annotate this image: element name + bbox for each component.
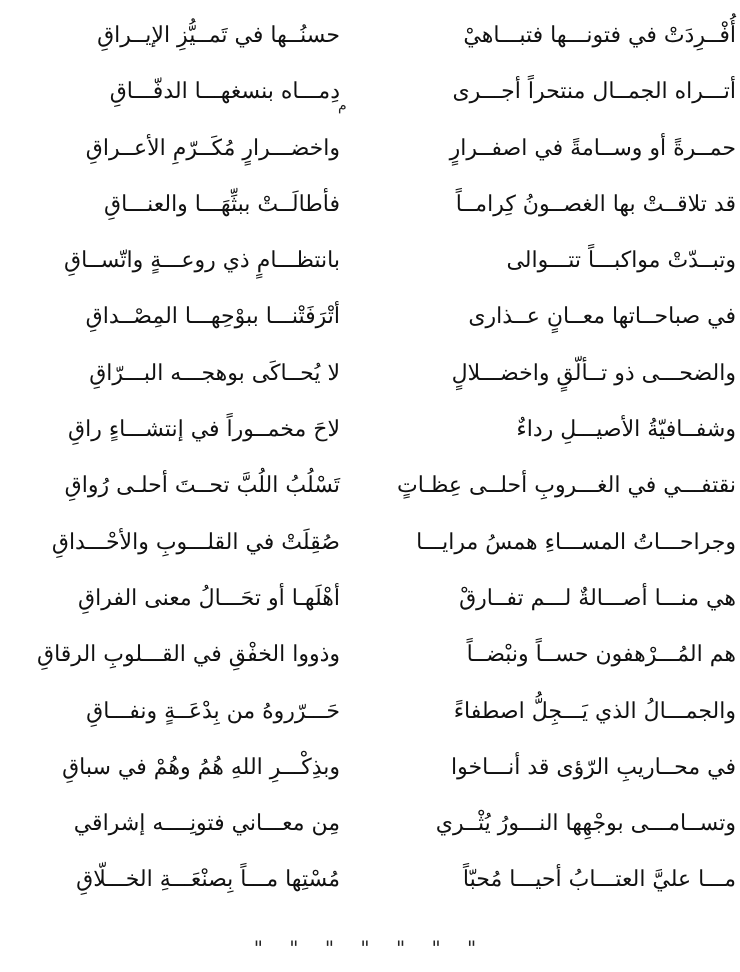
first-hemistich: أتـــراه الجمــال منتحراً أجـــرى bbox=[452, 79, 736, 105]
couplet bbox=[0, 802, 740, 858]
second-hemistich: بانتظـــامٍ ذي روعـــةٍ واتّســاقِ bbox=[64, 248, 340, 274]
couplet bbox=[0, 295, 740, 351]
first-hemistich: وشفــافيّةُ الأصيـــلِ رداءٌ bbox=[516, 417, 736, 443]
couplet bbox=[0, 408, 740, 464]
first-hemistich: وتبــدّتْ مواكبـــاً تتـــوالى bbox=[506, 248, 736, 274]
second-hemistich: حسنُــها في تَمــيُّزِ الإيــراقِ bbox=[97, 23, 340, 48]
first-hemistich: أُفْــرِدَتْ في فتونـــها فتبـــاهيْ bbox=[463, 23, 736, 48]
second-hemistich: أهْلَهـا أو تحَـــالُ معنى الفراقِ bbox=[78, 585, 340, 611]
closing-ornament: " " " " " " " bbox=[253, 936, 487, 960]
verse-marker: م bbox=[338, 98, 347, 115]
first-hemistich: هم المُـــرْهفون حســاً ونبْضــاً bbox=[466, 642, 736, 668]
first-hemistich: نقتفـــي في الغـــروبِ أحلــى عِظـاتٍ bbox=[396, 473, 736, 499]
second-hemistich: أتْرَفَتْنـــا ببوْحِهـــا المِصْــداقِ bbox=[85, 304, 340, 330]
second-hemistich: صُقِلَتْ في القلـــوبِ والأحْـــداقِ bbox=[51, 529, 340, 555]
couplet bbox=[0, 14, 740, 70]
poem bbox=[0, 14, 740, 915]
first-hemistich: والضحـــى ذو تــألّقٍ واخضـــلالٍ bbox=[451, 360, 736, 386]
couplet bbox=[0, 577, 740, 633]
first-hemistich: قد تلاقــتْ بها الغصــونُ كِرامــاً bbox=[455, 191, 736, 217]
couplet bbox=[0, 690, 740, 746]
second-hemistich: لاحَ مخمــوراً في إنتشـــاءٍ راقِ bbox=[68, 417, 340, 443]
couplet bbox=[0, 352, 740, 408]
couplet bbox=[0, 70, 740, 126]
first-hemistich: وتســامـــى بوجْهِها النـــورُ يُثْــري bbox=[435, 811, 736, 837]
couplet bbox=[0, 633, 740, 689]
first-hemistich: مـــا عليَّ العتـــابُ أحيـــا مُحبّاً bbox=[462, 867, 736, 893]
second-hemistich: مُسْتِها مـــاً بِصنْعَـــةِ الخـــلّاقِ bbox=[76, 867, 340, 893]
couplet bbox=[0, 127, 740, 183]
first-hemistich: في صباحــاتها معــانٍ عــذارى bbox=[468, 304, 736, 330]
second-hemistich: مِن معـــاني فتونِــــه إشراقي bbox=[73, 811, 340, 837]
couplet bbox=[0, 183, 740, 239]
couplet bbox=[0, 858, 740, 914]
couplet bbox=[0, 239, 740, 295]
second-hemistich: وذووا الخفْقِ في القـــلوبِ الرقاقِ bbox=[37, 642, 340, 668]
second-hemistich: واخضـــرارٍ مُكَــرّمِ الأعــراقِ bbox=[85, 135, 340, 161]
second-hemistich: وبذِكْـــرِ اللهِ هُمُ وهُمْ في سباقِ bbox=[62, 754, 340, 780]
second-hemistich: لا يُحــاكَى بوهجـــه البـــرّاقِ bbox=[89, 360, 340, 386]
second-hemistich: حَـــرّروهُ من بِدْعَــةٍ ونفـــاقِ bbox=[86, 698, 340, 724]
first-hemistich: وجراحـــاتُ المســـاءِ همسُ مرايـــا bbox=[416, 529, 736, 555]
couplet bbox=[0, 521, 740, 577]
couplet bbox=[0, 746, 740, 802]
second-hemistich: دِمـــاه بنسغهـــا الدفّـــاقِ bbox=[109, 79, 340, 105]
first-hemistich: في محــاريبِ الرّؤى قد أنـــاخوا bbox=[451, 754, 736, 780]
first-hemistich: حمــرةً أو وســامةً في اصفــرارٍ bbox=[449, 135, 736, 161]
first-hemistich: والجمـــالُ الذي يَـــجِلُّ اصطفاءً bbox=[453, 698, 736, 724]
second-hemistich: تَسْلُبُ اللُبَّ تحــتَ أحلـى رُواقِ bbox=[64, 473, 340, 499]
first-hemistich: هي منـــا أصـــالةٌ لـــم تفــارقْ bbox=[459, 585, 736, 611]
couplet bbox=[0, 464, 740, 520]
second-hemistich: فأطالَــتْ ببثِّهَـــا والعنـــاقِ bbox=[104, 191, 340, 217]
